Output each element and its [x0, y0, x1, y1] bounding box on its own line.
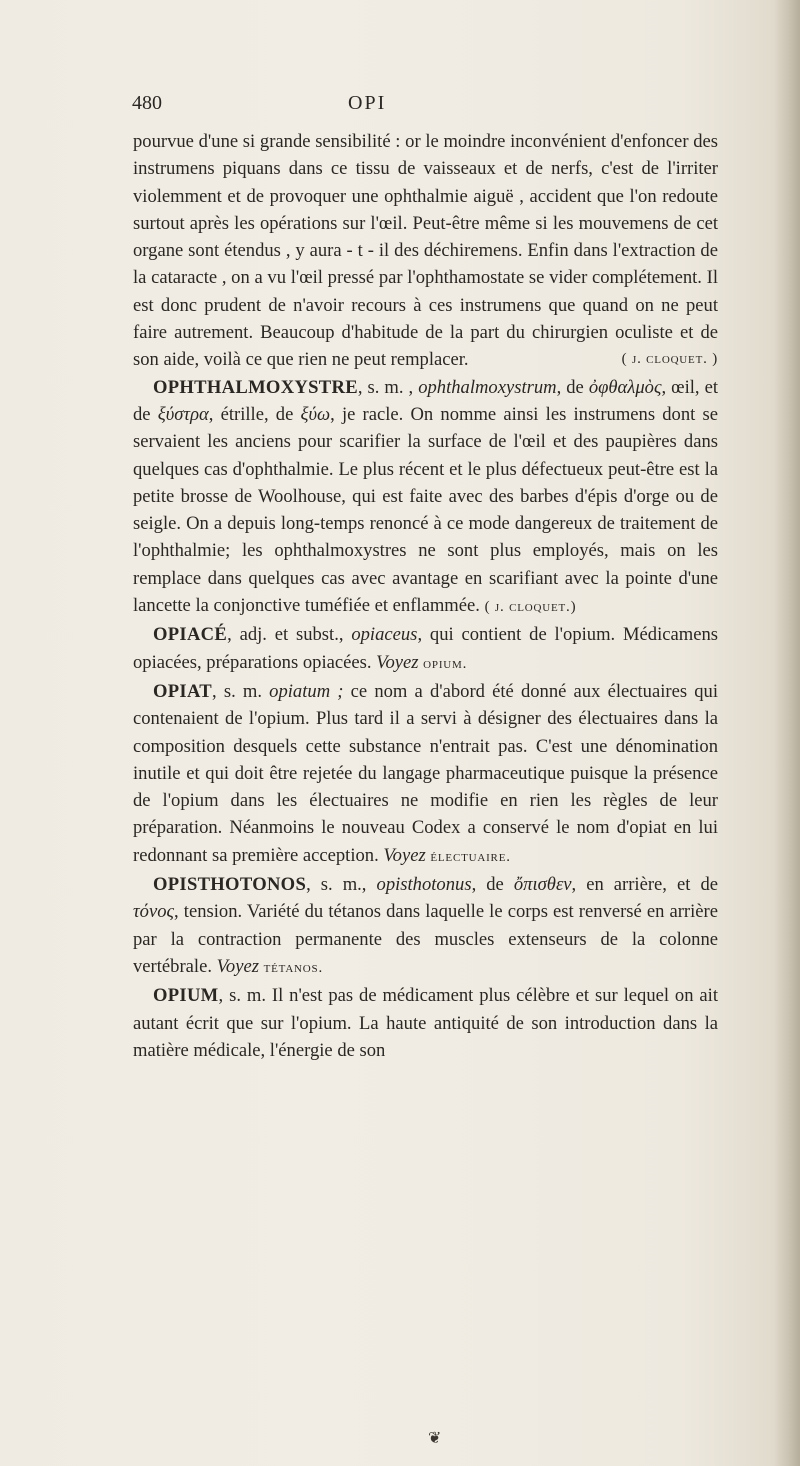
continuation-paragraph [133, 128, 718, 374]
cross-reference: électuaire. [430, 848, 511, 865]
greek-term: ξύστρα [157, 403, 209, 425]
greek-term: ξύω [300, 403, 331, 425]
page-number: 480 [132, 92, 162, 114]
entry-opiat [133, 678, 718, 871]
entry-text: , de [556, 376, 584, 398]
running-head: OPI [348, 92, 387, 114]
entry-text: , étrille, de [208, 403, 294, 425]
greek-term: τόνος [133, 901, 175, 923]
entry-text: , je racle. On nomme ainsi les instrumens dont se servaient les anciens pour scarifier la surface de l'œil et des paupières dans quelques cas d'ophthalmie. Le plus récent et le plus défectueux peut-être est la petite brosse de Woolhouse, qui est faite avec des barbes d'épis d'orge ou de seigle. On a depuis long-temps renoncé à ce mode dangereux de traitement de l'ophthalmie; les ophthalmoxystres ne sont plus employés, mais on les remplace dans quelques cas avec avantage en scarifiant avec la pointe d'une lancette la conjonctive tuméfiée et enflammée. [133, 403, 718, 617]
grammar: , s. m. [218, 985, 266, 1007]
cross-reference: tétanos. [263, 959, 324, 976]
author-signature: ( j. cloquet. ) [621, 351, 718, 368]
entry-text: , en arrière, et de [571, 874, 718, 896]
body-text [133, 128, 718, 1064]
headword: OPIAT [153, 680, 213, 702]
entry-opiace [133, 621, 718, 678]
latin-term: opisthotonus [376, 874, 472, 896]
see-label: Voyez [383, 844, 426, 866]
headword: OPIUM [153, 985, 219, 1007]
latin-term: opiatum ; [269, 680, 344, 702]
headword: OPHTHALMOXYSTRE [153, 376, 358, 398]
grammar: , adj. et subst., [227, 624, 344, 646]
grammar: , s. m., [306, 874, 367, 896]
latin-term: ophthalmoxystrum [418, 376, 557, 398]
cross-reference: opium. [423, 655, 468, 672]
entry-text: ce nom a d'abord été donné aux électuaires qui contenaient de l'opium. Plus tard il a servi à désigner des électuaires dans la composition desquels cette substance n'entrait pas. C'est une dénomination inutile et qui doit être rejetée du langage pharmaceutique puisque la présence de l'opium dans les électuaires ne modifie en rien les règles de leur préparation. Néanmoins le nouveau Codex a conservé le nom d'opiat en lui redonnant sa première acception. [133, 680, 718, 866]
entry-ophthalmoxystre [133, 374, 718, 622]
continuation-text: pourvue d'une si grande sensibilité : or le moindre inconvénient d'enfoncer des instrumens piquans dans ce tissu de vaisseaux et de nerfs, c'est de l'irriter violemment et de provoquer une ophthalmie aiguë , accident que l'on redoute surtout après les opérations sur l'œil. Peut-être même si les mouvemens de cet organe sont étendus , y aura - t - il des déchiremens. Enfin dans l'extraction de la cataracte , on a vu l'œil pressé par l'ophthamostate se vider complétement. Il est donc prudent de n'avoir recours à ces instrumens que quand on ne peut faire autrement. Beaucoup d'habitude de la part du chirurgien oculiste et de son aide, voilà ce que rien ne peut remplacer. [133, 131, 718, 371]
grammar: , s. m. , [357, 376, 414, 398]
headword: OPIACÉ [153, 624, 228, 646]
see-label: Voyez [216, 955, 259, 977]
entry-text: , tension. Variété du tétanos dans laquelle le corps est renversé en arrière par la contraction permanente des muscles extenseurs de la colonne vertébrale. [133, 901, 718, 977]
headword: OPISTHOTONOS [153, 874, 307, 896]
grammar: , s. m. [212, 680, 262, 702]
latin-term: opiaceus [351, 624, 418, 646]
entry-text: , œil, et de [133, 376, 718, 425]
entry-opium [133, 982, 718, 1064]
entry-text: , de [471, 874, 504, 896]
ornament-fleuron-icon: ❦ [428, 1428, 442, 1447]
greek-term: ὄπισθεν [513, 874, 572, 896]
entry-text: , qui contient de l'opium. Médicamens opiacées, préparations opiacées. [133, 624, 719, 673]
entry-text: Il n'est pas de médicament plus célèbre et sur lequel on ait autant écrit que sur l'opium. La haute antiquité de son introduction dans la matière médicale, l'énergie de son [133, 985, 718, 1061]
greek-term: ὀφθαλμὸς [588, 376, 662, 398]
author-signature: ( j. cloquet.) [484, 599, 577, 616]
page-header [132, 92, 724, 120]
entry-opisthotonos [133, 871, 718, 982]
see-label: Voyez [376, 651, 419, 673]
page-edge-shadow [774, 0, 800, 1466]
